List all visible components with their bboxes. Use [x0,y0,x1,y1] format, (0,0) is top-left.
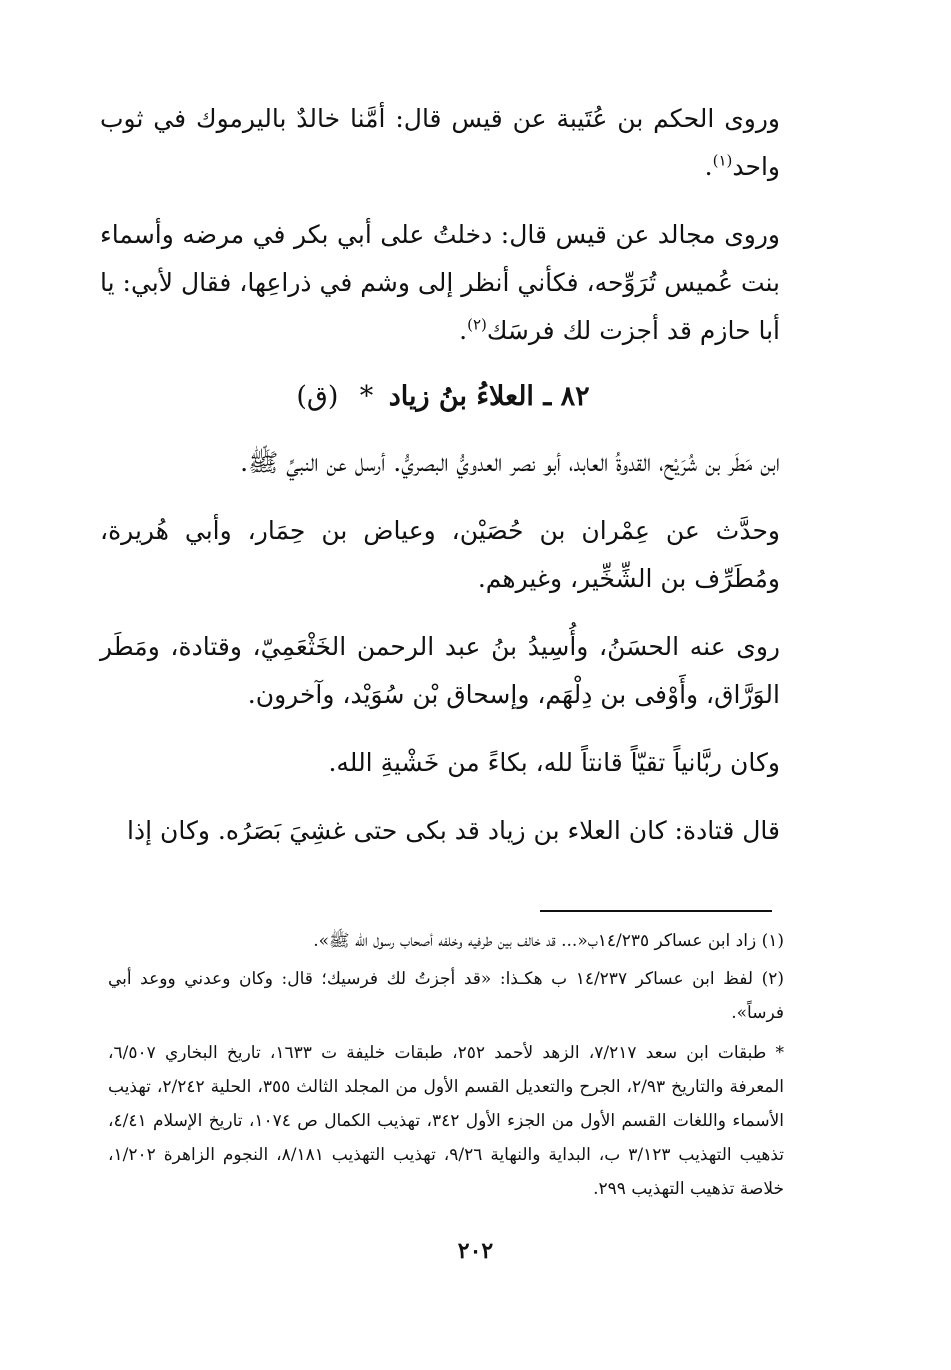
sources-footnote: * طبقات ابن سعد ٧/٢١٧، الزهد لأحمد ٢٥٢، طبقات خليفة ت ١٦٣٣، تاريخ البخاري ٦/٥٠٧، المعرفة والتاريخ ٢/٩٣، الجرح والتعديل القسم الأول من المجلد الثالث ٣٥٥، الحلية ٢/٢٤٢، تهذيب الأسماء واللغات القسم الأول من الجزء الأول ٣٤٢، تهذيب الكمال ص ١٠٧٤، تاريخ الإسلام ٤/٤١، تذهيب التهذيب ٣/١٢٣ ب، البداية والنهاية ٩/٢٦، تهذيب التهذيب ٨/١٨١، النجوم الزاهرة ١/٢٠٢، خلاصة تذهيب التهذيب ٢٩٩. [108,1043,785,1199]
main-text [100,95,780,875]
paragraph-tail: . [704,152,713,181]
footnote-divider [540,910,772,912]
paragraph-narrated-from: وحدَّث عن عِمْران بن حُصَيْن، وعياض بن حِمَار، وأبي هُريرة، ومُطَرِّف بن الشِّخِّير، وغيرهم. [100,516,780,593]
page-number: ٢٠٢ [457,1238,494,1264]
entry-code: (ق) [296,381,339,412]
entry-number: ٨٢ ـ [543,381,590,412]
paragraph-text: وروى مجالد عن قيس قال: دخلتُ على أبي بكر في مرضه وأسماء بنت عُميس تُرَوِّحه، فكأني أنظر إلى وشم في ذراعِها، فقال لأبي: يا أبا حازم قد أجزت لك فرسَك [100,220,780,345]
footnote-1: (١) زاد ابن عساكر ١٤/٢٣٥ب«... قد خالف بين طرفيه وخلفه أصحاب رسول الله ﷺ». [313,931,784,951]
paragraph-text: وروى الحكم بن عُتَيبة عن قيس قال: أمَّنا خالدٌ باليرموك في ثوب واحد [100,104,780,181]
footnotes [108,924,784,1210]
paragraph-narrators: روى عنه الحسَنُ، وأُسِيدُ بنُ عبد الرحمن الخَثْعَمِيّ، وقتادة، ومَطَر الوَرَّاق، وأَوْفى بن دِلْهَم، وإسحاق بْن سُوَيْد، وآخرون. [100,632,780,709]
paragraph-abu-bakr [100,211,780,355]
footnote-ref-1[interactable]: (١) [712,151,733,170]
footnote-2: (٢) لفظ ابن عساكر ١٤/٢٣٧ ب هكـذا: «قد أجزتُ لك فرسيك؛ قال: وكان وعدني ووعد أبي فرساً». [108,969,784,1023]
entry-heading [100,375,780,419]
paragraph-piety: وكان ربَّانياً تقيّاً قانتاً لله، بكاءً من خَشْيةِ الله. [328,748,780,777]
paragraph-khalid-yarmouk [100,95,780,191]
paragraph-qatada: قال قتادة: كان العلاء بن زياد قد بكى حتى غشِيَ بَصَرُه. وكان إذا [127,816,780,845]
paragraph-lineage: ابن مَطَر بن شُرَيْح، القدوةُ العابد، أبو نصر العدويُّ البصريُّ. أرسل عن النبيِّ ﷺ. [240,448,780,477]
star-mark-icon: * [359,381,374,412]
entry-name: العلاءُ بنُ زياد [388,381,534,412]
footnote-ref-2[interactable]: (٢) [467,315,487,334]
paragraph-tail: . [459,316,468,345]
